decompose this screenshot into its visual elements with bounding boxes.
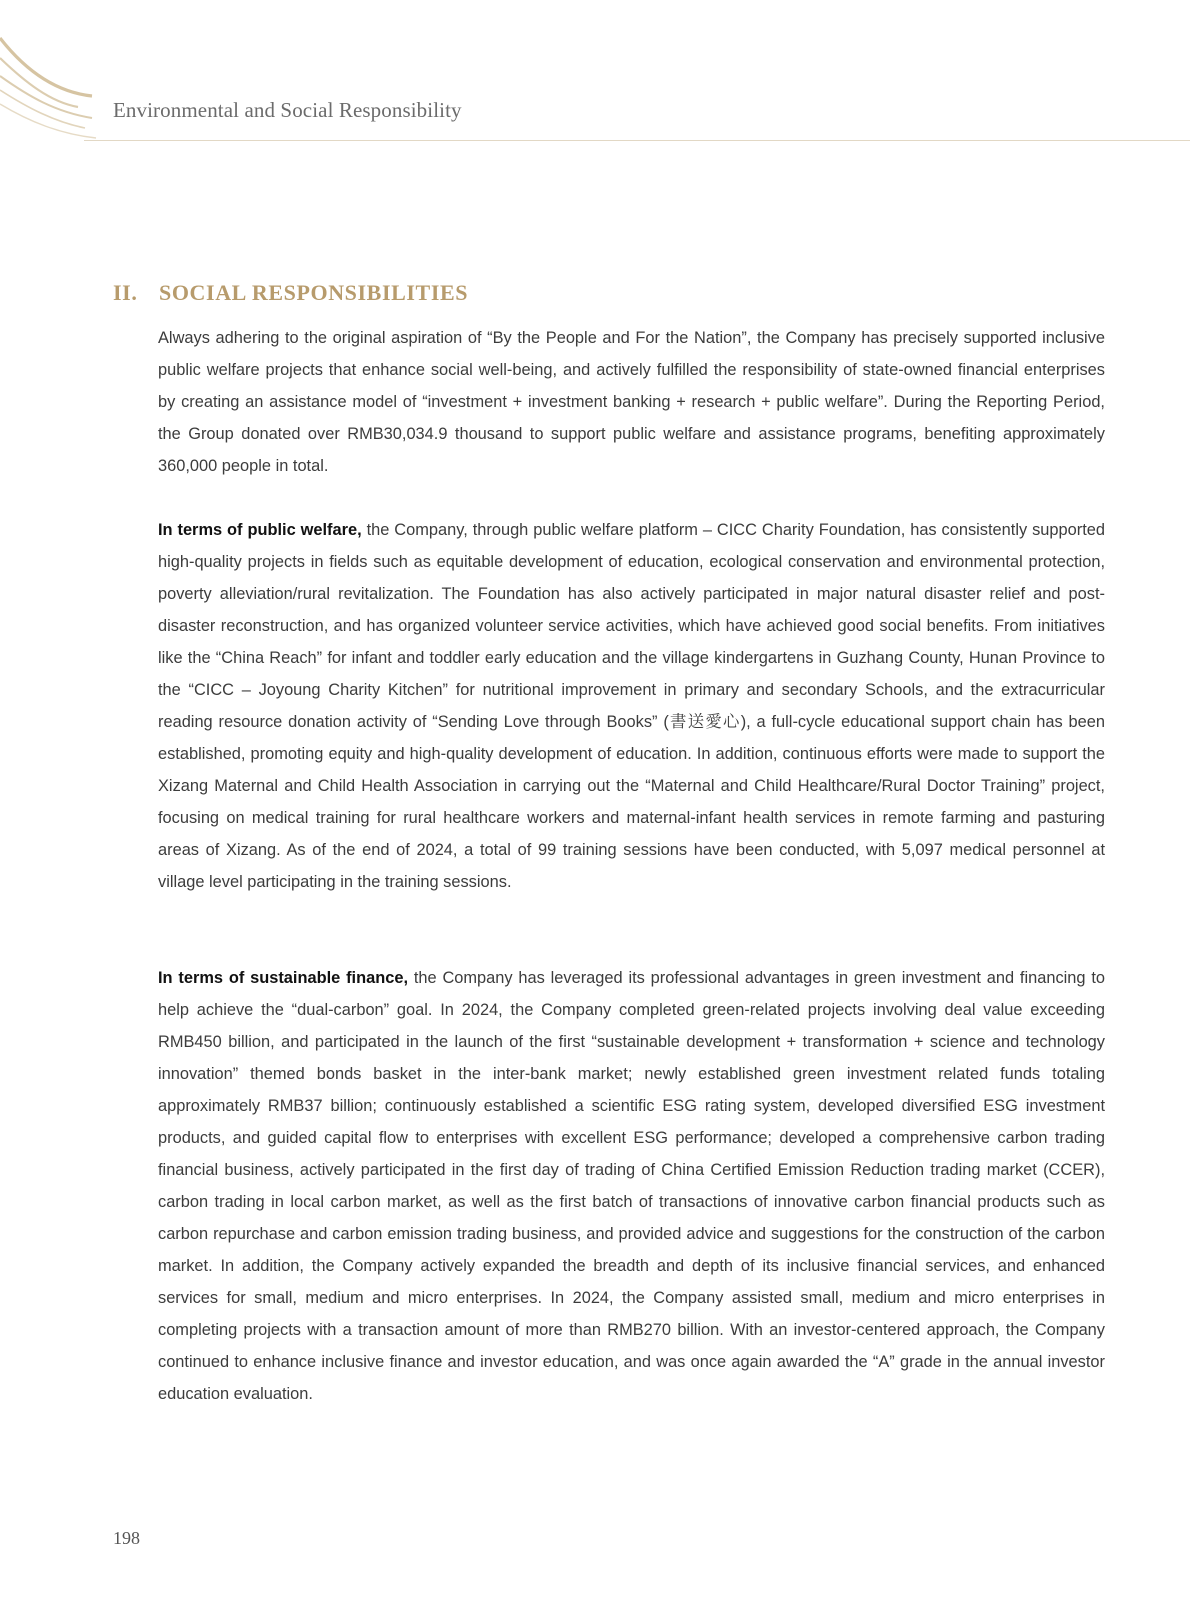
- paragraph-intro: [158, 322, 1105, 482]
- running-header-title: Environmental and Social Responsibility: [113, 98, 462, 122]
- page-number: 198: [113, 1528, 140, 1548]
- paragraph-text: the Company, through public welfare platform – CICC Charity Foundation, has consistently supported high-quality projects in fields such as equitable development of education, ecological conservation and environmental protection, poverty alleviation/rural revitalization. The Foundation has also actively participated in major natural disaster relief and post-disaster reconstruction, and has organized volunteer service activities, which have achieved good social benefits. From initiatives like the “China Reach” for infant and toddler early education and the village kindergartens in Guzhang County, Hunan Province to the “CICC – Joyoung Charity Kitchen” for nutritional improvement in primary and secondary Schools, and the extracurricular reading resource donation activity of “Sending Love through Books” (書送愛心), a full-cycle educational support chain has been established, promoting equity and high-quality development of education. In addition, continuous efforts were made to support the Xizang Maternal and Child Health Association in carrying out the “Maternal and Child Healthcare/Rural Doctor Training” project, focusing on medical training for rural healthcare workers and maternal-infant health services in remote farming and pasturing areas of Xizang. As of the end of 2024, a total of 99 training sessions have been conducted, with 5,097 medical personnel at village level participating in the training sessions.: [158, 521, 1106, 891]
- decorative-arcs-icon: [0, 30, 120, 150]
- paragraph-text: Always adhering to the original aspiration of “By the People and For the Nation”, the Company has precisely supported inclusive public welfare projects that enhance social well-being, and actively fulfilled the responsibility of state-owned financial enterprises by creating an assistance model of “investment + investment banking + research + public welfare”. During the Reporting Period, the Group donated over RMB30,034.9 thousand to support public welfare and assistance programs, benefiting approximately 360,000 people in total.: [158, 329, 1105, 475]
- section-title-text: SOCIAL RESPONSIBILITIES: [159, 280, 469, 305]
- paragraph-lead: In terms of public welfare,: [158, 521, 362, 539]
- paragraph-lead: In terms of sustainable finance,: [158, 969, 409, 987]
- section-heading: [113, 280, 468, 306]
- paragraph-text: the Company has leveraged its professional advantages in green investment and financing to help achieve the “dual-carbon” goal. In 2024, the Company completed green-related projects involving deal value exceeding RMB450 billion, and participated in the launch of the first “sustainable development + transformation + science and technology innovation” themed bonds basket in the inter-bank market; newly established green investment related funds totaling approximately RMB37 billion; continuously established a scientific ESG rating system, developed diversified ESG investment products, and guided capital flow to enterprises with excellent ESG performance; developed a comprehensive carbon trading financial business, actively participated in the first day of trading of China Certified Emission Reduction trading market (CCER), carbon trading in local carbon market, as well as the first batch of transactions of innovative carbon financial products such as carbon repurchase and carbon emission trading business, and provided advice and suggestions for the construction of the carbon market. In addition, the Company actively expanded the breadth and depth of its inclusive financial services, and enhanced services for small, medium and micro enterprises. In 2024, the Company assisted small, medium and micro enterprises in completing projects with a transaction amount of more than RMB270 billion. With an investor-centered approach, the Company continued to enhance inclusive finance and investor education, and was once again awarded the “A” grade in the annual investor education evaluation.: [158, 969, 1106, 1403]
- section-number: II.: [113, 280, 138, 305]
- paragraph-public-welfare: [158, 514, 1105, 898]
- paragraph-sustainable-finance: [158, 962, 1105, 1410]
- header-divider: [84, 140, 1190, 141]
